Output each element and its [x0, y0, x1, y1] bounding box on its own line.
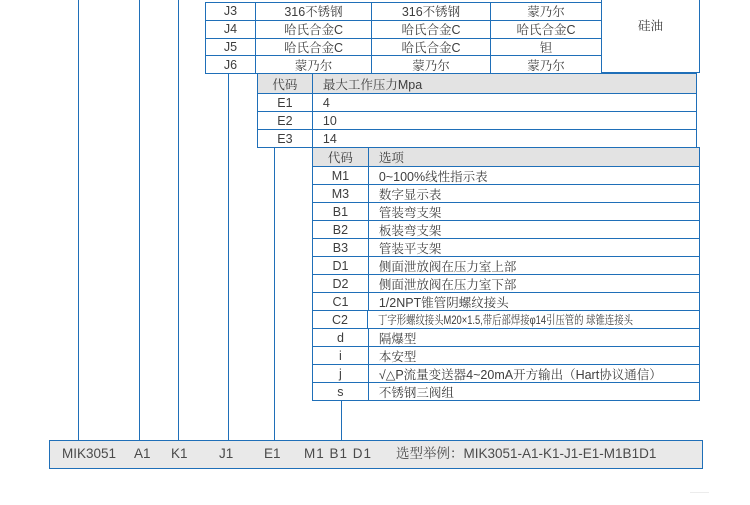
table-header-row — [258, 74, 697, 94]
material-cell: 哈氏合金C — [256, 21, 372, 39]
material-code: J6 — [206, 56, 256, 74]
option-label: 不锈钢三阀组 — [369, 383, 700, 401]
material-cell: 哈氏合金C — [256, 39, 372, 57]
option-label: 板装弯支架 — [369, 221, 700, 239]
option-code: M3 — [313, 185, 369, 203]
leader-line-k-code — [178, 0, 179, 440]
table-row — [313, 365, 700, 383]
option-label: 侧面泄放阀在压力室上部 — [369, 257, 700, 275]
leader-line-j-code — [228, 73, 229, 440]
option-label: √△P流量变送器4~20mA开方输出（Hart协议通信） — [369, 365, 700, 383]
table-row — [258, 94, 697, 112]
option-label: 本安型 — [369, 347, 700, 365]
selection-segment-k: K1 — [171, 446, 188, 461]
option-label: 隔爆型 — [369, 329, 700, 347]
option-code: D2 — [313, 275, 369, 293]
table-row — [313, 221, 700, 239]
option-code: B3 — [313, 239, 369, 257]
option-label: 数字显示表 — [369, 185, 700, 203]
column-header-code: 代码 — [258, 74, 313, 94]
column-header-pressure: 最大工作压力Mpa — [313, 74, 697, 94]
material-cell: 哈氏合金C — [372, 39, 491, 57]
option-label-text: 丁字形螺纹接头M20×1.5,带后部焊接φ14引压管的 球锥连接头 — [378, 313, 633, 327]
material-cell: 蒙乃尔 — [372, 56, 491, 74]
material-table — [205, 2, 602, 74]
leader-line-e-code — [274, 147, 275, 440]
options-table — [312, 147, 700, 401]
table-row — [313, 167, 700, 185]
pressure-value: 10 — [313, 112, 697, 130]
fill-fluid-cell: 硅油 — [601, 0, 700, 73]
table-row — [206, 56, 602, 74]
material-cell: 316不锈钢 — [256, 3, 372, 21]
table-row — [313, 275, 700, 293]
selection-segment-e: E1 — [264, 446, 281, 461]
option-code: D1 — [313, 257, 369, 275]
selection-segment-options: M1 B1 D1 — [304, 446, 373, 461]
pressure-value: 14 — [313, 130, 697, 148]
table-row — [313, 203, 700, 221]
column-header-option: 选项 — [369, 148, 700, 167]
material-cell: 316不锈钢 — [372, 3, 491, 21]
pressure-value: 4 — [313, 94, 697, 112]
table-row — [206, 39, 602, 57]
selection-segment-model: MIK3051 — [62, 446, 117, 461]
table-row — [258, 112, 697, 130]
leader-line-options — [341, 400, 342, 440]
option-code: C2 — [313, 311, 368, 329]
option-code: i — [313, 347, 369, 365]
selection-code-bar — [49, 440, 703, 469]
pressure-code: E3 — [258, 130, 313, 148]
option-code: s — [313, 383, 369, 401]
column-header-code: 代码 — [313, 148, 369, 167]
selection-segment-j: J1 — [219, 446, 234, 461]
option-label: 侧面泄放阀在压力室下部 — [369, 275, 700, 293]
table-row — [206, 3, 602, 21]
pressure-table — [257, 73, 697, 148]
option-label: 管装弯支架 — [369, 203, 700, 221]
option-label: 管装平支架 — [369, 239, 700, 257]
material-code: J5 — [206, 39, 256, 57]
table-row — [206, 21, 602, 39]
selection-segment-a: A1 — [134, 446, 151, 461]
material-cell: 哈氏合金C — [372, 21, 491, 39]
option-code: C1 — [313, 293, 369, 311]
table-row — [258, 130, 697, 148]
pressure-code: E2 — [258, 112, 313, 130]
table-row — [313, 185, 700, 203]
option-code: j — [313, 365, 369, 383]
table-row — [313, 293, 700, 311]
option-code: B2 — [313, 221, 369, 239]
selection-example: 选型举例：MIK3051-A1-K1-J1-E1-M1B1D1 — [396, 446, 657, 461]
option-label — [368, 311, 700, 329]
option-code: B1 — [313, 203, 369, 221]
table-row — [313, 383, 700, 401]
option-label: 1/2NPT锥管阴螺纹接头 — [369, 293, 700, 311]
table-row — [313, 347, 700, 365]
table-row — [313, 329, 700, 347]
table-header-row — [313, 148, 700, 167]
material-cell: 哈氏合金C — [491, 21, 602, 39]
table-row — [313, 239, 700, 257]
pressure-code: E1 — [258, 94, 313, 112]
material-cell: 蒙乃尔 — [491, 3, 602, 21]
material-cell: 蒙乃尔 — [491, 56, 602, 74]
table-row — [313, 311, 700, 329]
page-edge-mark — [690, 492, 709, 493]
table-row — [313, 257, 700, 275]
option-label: 0~100%线性指示表 — [369, 167, 700, 185]
leader-line-model — [78, 0, 79, 440]
option-code: d — [313, 329, 369, 347]
leader-line-a-code — [139, 0, 140, 440]
material-code: J4 — [206, 21, 256, 39]
option-code: M1 — [313, 167, 369, 185]
material-code: J3 — [206, 3, 256, 21]
material-cell: 蒙乃尔 — [256, 56, 372, 74]
material-cell: 钽 — [491, 39, 602, 57]
